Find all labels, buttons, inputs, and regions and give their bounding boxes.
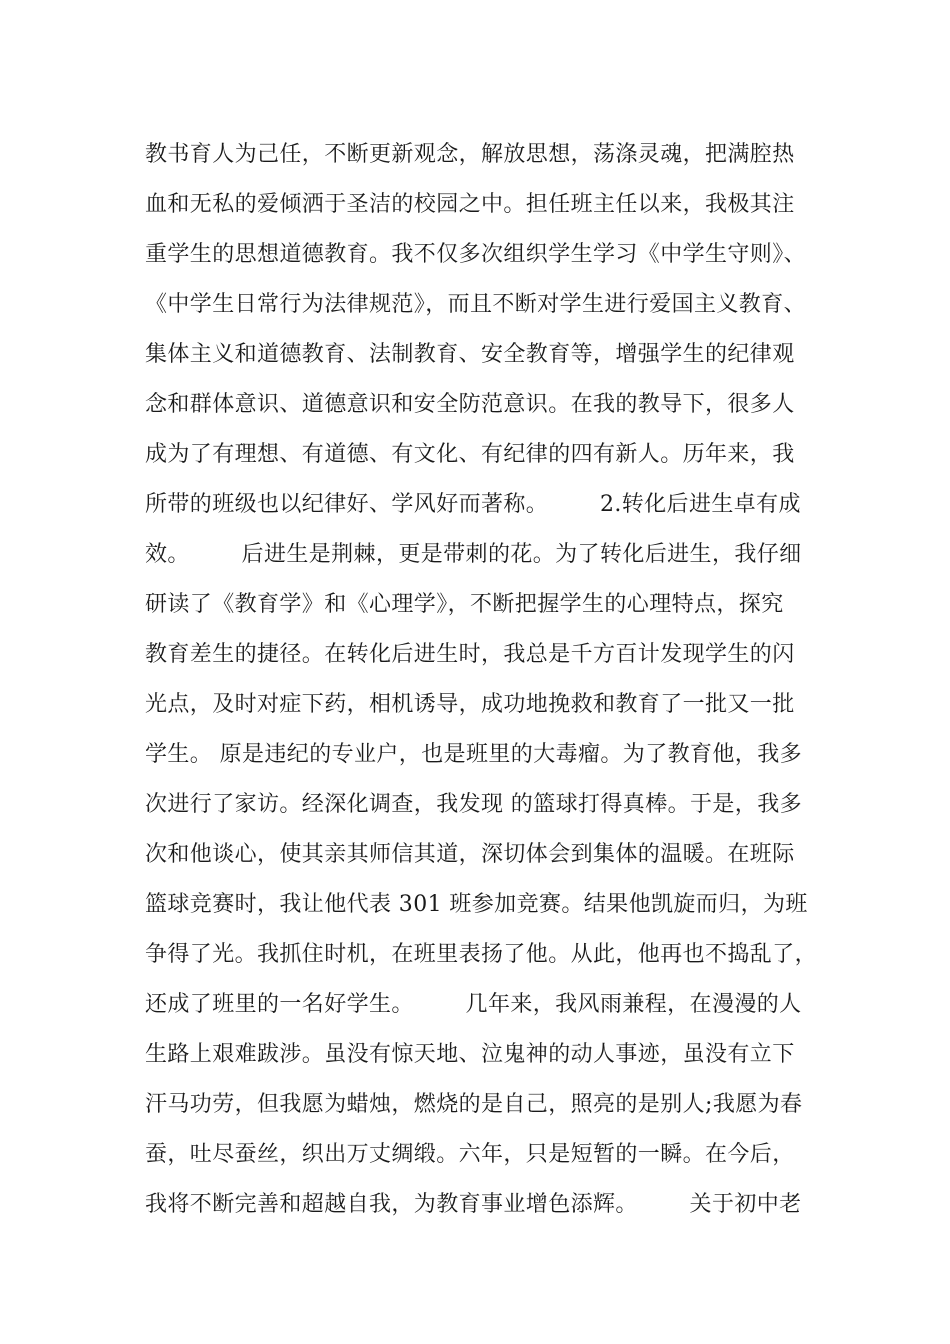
text-line: 光点，及时对症下药，相机诱导，成功地挽救和教育了一批又一批 — [145, 692, 795, 717]
text-line: 教书育人为己任，不断更新观念，解放思想，荡涤灵魂，把满腔热 — [145, 142, 795, 167]
text-line: 生路上艰难跋涉。虽没有惊天地、泣鬼神的动人事迹，虽没有立下 — [145, 1042, 795, 1067]
text-line: 争得了光。我抓住时机，在班里表扬了他。从此，他再也不捣乱了， — [145, 942, 818, 967]
text-line: 教育差生的捷径。在转化后进生时，我总是千方百计发现学生的闪 — [145, 642, 795, 667]
text-line: 所带的班级也以纪律好、学风好而著称。 2.转化后进生卓有成 — [145, 492, 801, 517]
text-line: 汗马功劳，但我愿为蜡烛，燃烧的是自己，照亮的是别人;我愿为春 — [145, 1092, 803, 1117]
text-line: 成为了有理想、有道德、有文化、有纪律的四有新人。历年来，我 — [145, 442, 795, 467]
text-line: 效。 后进生是荆棘，更是带刺的花。为了转化后进生，我仔细 — [145, 542, 802, 567]
text-line: 还成了班里的一名好学生。 几年来，我风雨兼程，在漫漫的人 — [145, 992, 802, 1017]
text-line: 《中学生日常行为法律规范》，而且不断对学生进行爱国主义教育、 — [145, 292, 807, 317]
body-text — [145, 130, 845, 1230]
text-line: 蚕，吐尽蚕丝，织出万丈绸缎。六年，只是短暂的一瞬。在今后， — [145, 1142, 795, 1167]
text-line: 学生。 原是违纪的专业户，也是班里的大毒瘤。为了教育他，我多 — [145, 742, 802, 767]
text-line: 重学生的思想道德教育。我不仅多次组织学生学习《中学生守则》、 — [145, 242, 807, 267]
text-line: 血和无私的爱倾洒于圣洁的校园之中。担任班主任以来，我极其注 — [145, 192, 795, 217]
text-line: 集体主义和道德教育、法制教育、安全教育等，增强学生的纪律观 — [145, 342, 795, 367]
text-line: 次进行了家访。经深化调查，我发现 的篮球打得真棒。于是，我多 — [145, 792, 802, 817]
text-line: 我将不断完善和超越自我，为教育事业增色添辉。 关于初中老 — [145, 1192, 802, 1217]
text-line: 篮球竞赛时，我让他代表 301 班参加竞赛。结果他凯旋而归，为班 — [145, 892, 808, 917]
text-line: 念和群体意识、道德意识和安全防范意识。在我的教导下，很多人 — [145, 392, 795, 417]
text-line: 研读了《教育学》和《心理学》，不断把握学生的心理特点，探究 — [145, 592, 784, 617]
text-line: 次和他谈心，使其亲其师信其道，深切体会到集体的温暖。在班际 — [145, 842, 795, 867]
